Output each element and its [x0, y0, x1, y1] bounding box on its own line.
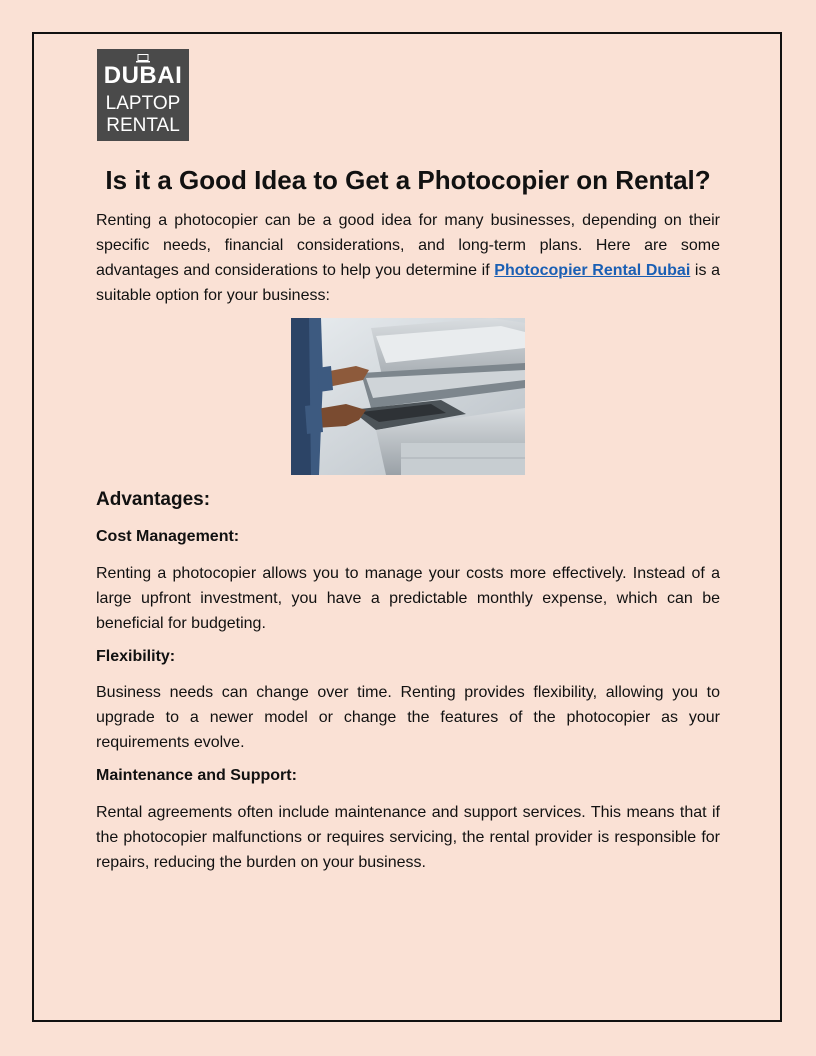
logo-line-2: LAPTOP — [105, 93, 181, 114]
company-logo — [97, 49, 189, 141]
photocopier-illustration — [291, 318, 525, 475]
logo-line-1: DUBAI — [103, 62, 183, 89]
intro-text-before: Renting a photocopier can be a good idea for many businesses, depending on their specific needs, financial considerations, and long-term plans. Here are some advantages and considerations to help you determine if — [96, 212, 720, 279]
section-heading-cost-management: Cost Management: — [96, 528, 240, 545]
page-title: Is it a Good Idea to Get a Photocopier on Rental? — [105, 165, 711, 195]
intro-paragraph — [96, 208, 720, 308]
section-body-cost-management: Renting a photocopier allows you to manage your costs more effectively. Instead of a large upfront investment, you have a predictable monthly expense, which can be beneficial for budgeting. — [96, 565, 720, 632]
section-body-maintenance-support: Rental agreements often include maintenance and support services. This means that if the photocopier malfunctions or requires servicing, the rental provider is responsible for repairs, reducing the burden on your business. — [96, 804, 720, 871]
intro-text-after: is a suitable option for your business: — [96, 262, 721, 304]
advantages-heading: Advantages: — [96, 489, 211, 510]
photocopier-photo — [291, 318, 525, 475]
section-heading-maintenance-support: Maintenance and Support: — [96, 767, 297, 784]
logo-line-3: RENTAL — [106, 115, 180, 136]
photocopier-rental-dubai-link[interactable]: Photocopier Rental Dubai — [494, 262, 691, 279]
section-body-flexibility: Business needs can change over time. Renting provides flexibility, allowing you to upgrade to a newer model or change the features of the photocopier as your requirements evolve. — [96, 684, 720, 751]
section-heading-flexibility: Flexibility: — [96, 648, 176, 665]
